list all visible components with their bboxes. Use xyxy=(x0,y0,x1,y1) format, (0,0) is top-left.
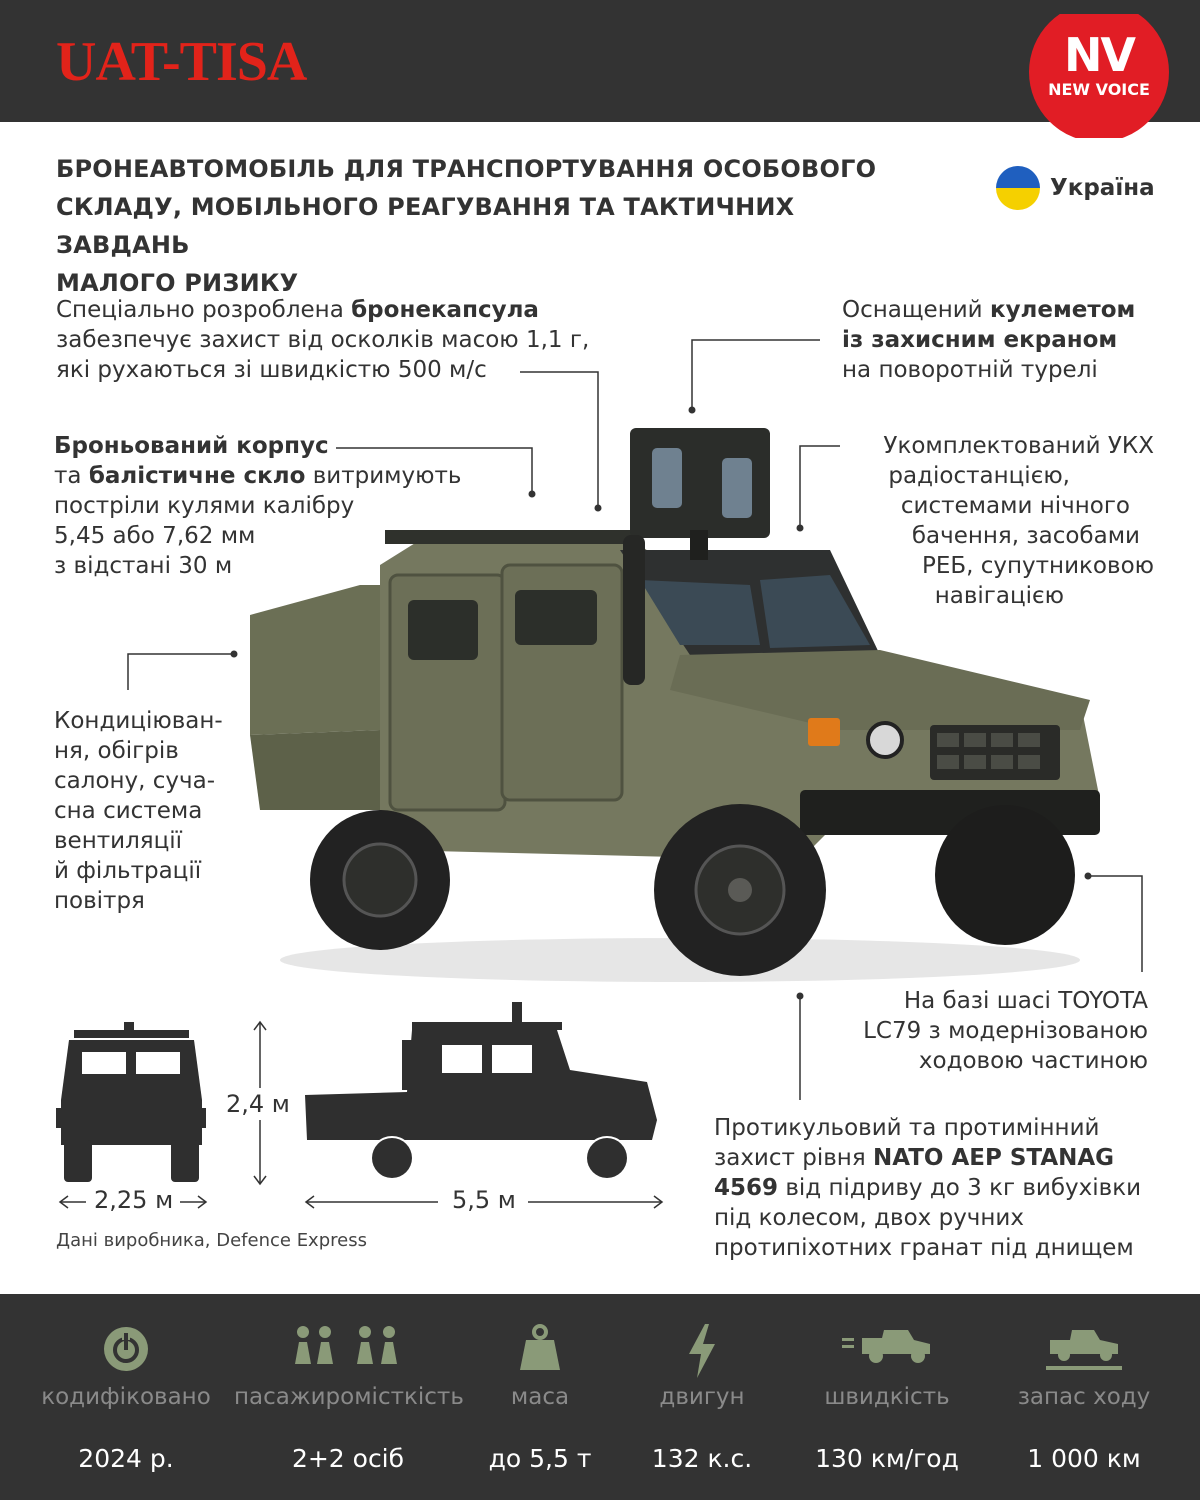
stat-speed xyxy=(792,1294,982,1500)
stat-value: до 5,5 т xyxy=(488,1444,592,1473)
stat-value: 1 000 км xyxy=(1027,1444,1141,1473)
ann-text-bold: бронекапсула xyxy=(351,297,539,323)
ann-text: захист рівня xyxy=(714,1145,873,1171)
power-icon xyxy=(101,1324,151,1374)
stat-range xyxy=(1000,1294,1168,1500)
width-value: 2,25 м xyxy=(94,1186,174,1214)
ann-text: Укомплектований УКХ xyxy=(883,433,1154,459)
ann-text-bold: Броньований корпус xyxy=(54,433,329,459)
ann-text: На базі шасі TOYOTA xyxy=(903,988,1148,1014)
ann-text: вентиляції xyxy=(54,828,183,854)
ann-text: постріли кулями калібру xyxy=(54,493,355,519)
ann-text: сна система xyxy=(54,798,203,824)
ann-text-bold: 4569 xyxy=(714,1175,779,1201)
stat-mass xyxy=(470,1294,610,1500)
stat-codified xyxy=(26,1294,226,1500)
ann-text: повітря xyxy=(54,888,145,914)
subtitle-line: СКЛАДУ, МОБІЛЬНОГО РЕАГУВАННЯ ТА ТАКТИЧНИХ ЗАВДАНЬ xyxy=(56,193,795,259)
ann-text-bold: балістичне скло xyxy=(88,463,306,489)
ann-text: РЕБ, супутниковою xyxy=(921,553,1154,579)
ann-text: 5,45 або 7,62 мм xyxy=(54,523,256,549)
annotation-climate xyxy=(54,706,223,916)
annotation-armor-capsule xyxy=(56,295,589,385)
ann-text-bold: NATO AEP STANAG xyxy=(872,1145,1115,1171)
ann-text: з відстані 30 м xyxy=(54,553,233,579)
page-title: UAT-TISA xyxy=(56,31,307,93)
stat-value: 2024 р. xyxy=(78,1444,174,1473)
stat-label: запас ходу xyxy=(1017,1384,1151,1410)
weight-icon xyxy=(518,1324,562,1372)
ann-text: Кондиціюван- xyxy=(54,708,223,734)
stat-label: двигун xyxy=(659,1384,745,1410)
source-note: Дані виробника, Defence Express xyxy=(56,1230,367,1251)
stat-capacity xyxy=(234,1294,462,1500)
stat-value: 132 к.с. xyxy=(651,1444,753,1473)
front-silhouette-icon xyxy=(54,1020,209,1185)
ann-text: Оснащений xyxy=(842,297,990,323)
logo-sub-text: NEW VOICE xyxy=(1048,80,1150,99)
stat-label: пасажиромісткість xyxy=(234,1384,464,1410)
ann-text: салону, суча- xyxy=(54,768,216,794)
ann-text: які рухаються зі швидкістю 500 м/с xyxy=(56,357,487,383)
stat-engine xyxy=(632,1294,772,1500)
annotation-machine-gun xyxy=(842,295,1135,385)
annotation-equipment xyxy=(883,431,1154,611)
ann-text: під колесом, двох ручних xyxy=(714,1205,1024,1231)
ann-text: та xyxy=(54,463,89,489)
ann-text: від підриву до 3 кг вибухівки xyxy=(778,1175,1142,1201)
stat-value: 2+2 осіб xyxy=(291,1444,405,1473)
side-silhouette-icon xyxy=(302,1000,662,1180)
ann-text: системами нічного xyxy=(900,493,1130,519)
ann-text-bold: кулеметом xyxy=(989,297,1136,323)
country-label: Україна xyxy=(1050,175,1155,201)
ann-text: й фільтрації xyxy=(54,858,202,884)
length-value: 5,5 м xyxy=(452,1186,516,1214)
stat-label: швидкість xyxy=(824,1384,950,1410)
ann-text: ня, обігрів xyxy=(54,738,179,764)
ann-text-bold: із захисним екраном xyxy=(842,327,1118,353)
ann-text: витримують xyxy=(305,463,462,489)
speed-vehicle-icon xyxy=(842,1324,932,1364)
ann-text: бачення, засобами xyxy=(911,523,1140,549)
passengers-icon xyxy=(293,1324,403,1370)
ann-text: радіостанцією, xyxy=(888,463,1070,489)
subtitle-line: МАЛОГО РИЗИКУ xyxy=(56,269,299,297)
ann-text: навігацією xyxy=(934,583,1064,609)
stats-footer xyxy=(0,1294,1200,1500)
ann-text: Спеціально розроблена xyxy=(56,297,352,323)
range-vehicle-icon xyxy=(1046,1324,1122,1372)
stat-label: кодифіковано xyxy=(41,1384,211,1410)
logo-main-text: NV xyxy=(1063,28,1135,82)
ann-text: на поворотній турелі xyxy=(842,357,1098,383)
ann-text: ходовою частиною xyxy=(918,1048,1148,1074)
annotation-protection xyxy=(714,1113,1141,1263)
stat-value: 130 км/год xyxy=(815,1444,959,1473)
ann-text: забезпечує захист від осколків масою 1,1 г, xyxy=(56,327,590,353)
height-value: 2,4 м xyxy=(226,1090,290,1118)
ann-text: LC79 з модернізованою xyxy=(863,1018,1148,1044)
ann-text: протипіхотних гранат під днищем xyxy=(714,1235,1134,1261)
annotation-chassis xyxy=(863,986,1148,1076)
subtitle-line: БРОНЕАВТОМОБІЛЬ ДЛЯ ТРАНСПОРТУВАННЯ ОСОБОВОГО xyxy=(56,155,877,183)
annotation-armored-hull xyxy=(54,431,461,581)
lightning-icon xyxy=(685,1324,719,1378)
ann-text: Протикульовий та протимінний xyxy=(714,1115,1100,1141)
stat-label: маса xyxy=(510,1384,570,1410)
